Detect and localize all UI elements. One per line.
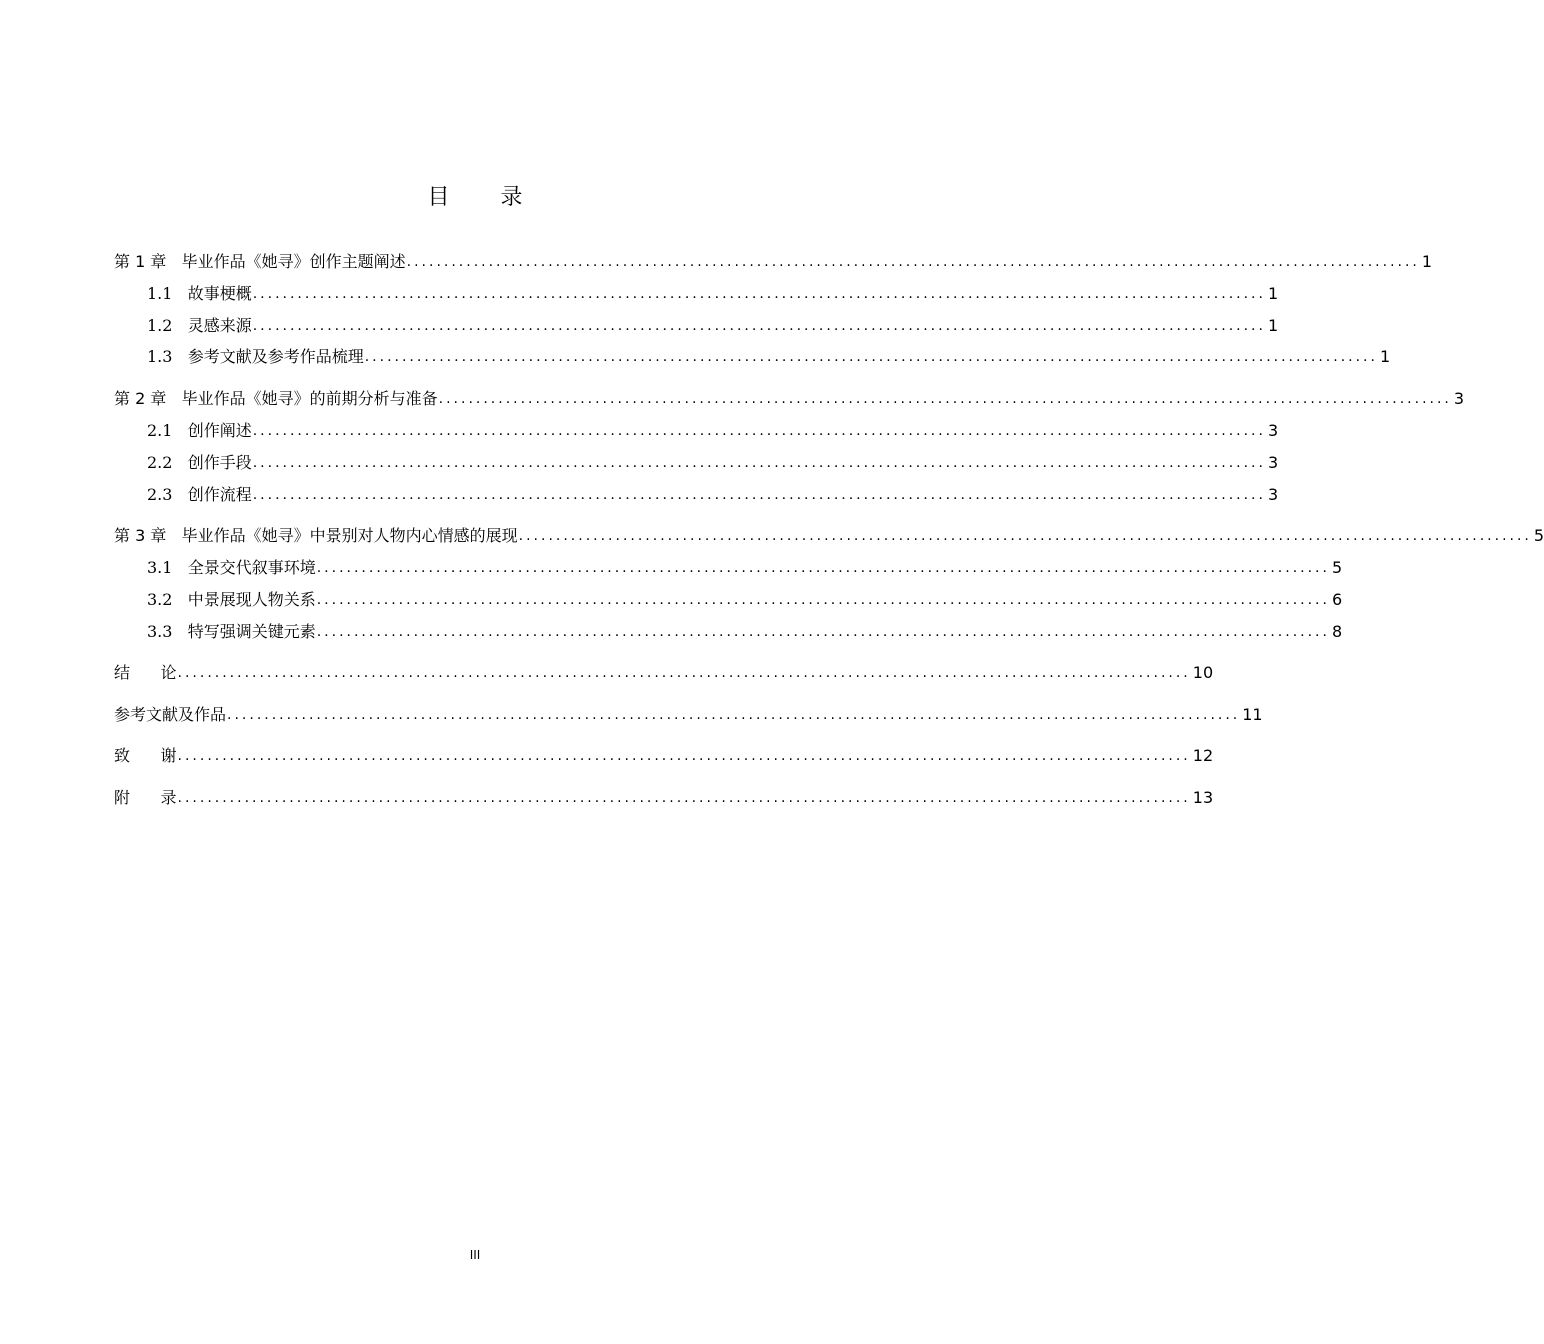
toc-label: 毕业作品《她寻》中景别对人物内心情感的展现 bbox=[181, 526, 518, 545]
toc-page-number: 3 bbox=[1267, 485, 1279, 504]
toc-page-number: 1 bbox=[1267, 316, 1279, 335]
toc-page-number: 1 bbox=[1267, 284, 1279, 303]
toc-appendix[interactable] bbox=[114, 784, 1214, 808]
toc-number: 1.3 bbox=[147, 347, 188, 366]
dot-leader: ........................................................................................................................................ bbox=[316, 560, 1330, 576]
toc-page-number: 1 bbox=[1421, 252, 1433, 271]
toc-label: 全景交代叙事环境 bbox=[187, 558, 316, 577]
toc-number: 第 3 章 bbox=[114, 526, 182, 545]
toc-number: 3.3 bbox=[147, 622, 188, 641]
dot-leader: ........................................................................................................................................ bbox=[177, 665, 1191, 681]
toc-label: 中景展现人物关系 bbox=[187, 590, 316, 609]
toc-label: 特写强调关键元素 bbox=[187, 622, 316, 641]
toc-number: 第 1 章 bbox=[114, 252, 182, 271]
toc-page-number: 13 bbox=[1192, 788, 1214, 807]
dot-leader: ........................................................................................................................................ bbox=[252, 487, 1266, 503]
toc-section-1-3[interactable] bbox=[147, 343, 1391, 367]
toc-chapter-1[interactable] bbox=[114, 248, 1433, 272]
toc-label: 灵感来源 bbox=[187, 316, 252, 335]
toc-number: 1.1 bbox=[147, 284, 188, 303]
toc-label: 附 录 bbox=[114, 788, 177, 807]
toc-number: 2.1 bbox=[147, 421, 188, 440]
toc-number: 2.3 bbox=[147, 485, 188, 504]
toc-label: 致 谢 bbox=[114, 746, 177, 765]
toc-section-1-1[interactable] bbox=[147, 280, 1279, 304]
toc-page-number: 10 bbox=[1192, 663, 1214, 682]
toc-label: 参考文献及作品 bbox=[114, 705, 227, 724]
dot-leader: ........................................................................................................................................ bbox=[252, 455, 1266, 471]
toc-label: 毕业作品《她寻》创作主题阐述 bbox=[181, 252, 406, 271]
toc-label: 毕业作品《她寻》的前期分析与准备 bbox=[181, 389, 438, 408]
dot-leader: ........................................................................................................................................ bbox=[227, 707, 1241, 723]
dot-leader: ........................................................................................................................................ bbox=[316, 624, 1330, 640]
toc-label: 参考文献及参考作品梳理 bbox=[187, 347, 364, 366]
page-title: 目 录 bbox=[427, 185, 545, 210]
toc-section-2-1[interactable] bbox=[147, 417, 1279, 441]
toc-section-3-2[interactable] bbox=[147, 586, 1343, 610]
dot-leader: ........................................................................................................................................ bbox=[316, 592, 1330, 608]
toc-conclusion[interactable] bbox=[114, 659, 1214, 683]
toc-label: 故事梗概 bbox=[187, 284, 252, 303]
footer-page-number: III bbox=[469, 1248, 481, 1262]
toc-page-number: 12 bbox=[1192, 746, 1214, 765]
toc-references[interactable] bbox=[114, 701, 1263, 725]
dot-leader: ........................................................................................................................................ bbox=[406, 254, 1420, 270]
toc-section-3-3[interactable] bbox=[147, 618, 1343, 642]
toc-number: 第 2 章 bbox=[114, 389, 182, 408]
toc-page-number: 8 bbox=[1331, 622, 1343, 641]
toc-page-number: 5 bbox=[1331, 558, 1343, 577]
toc-section-1-2[interactable] bbox=[147, 312, 1279, 336]
toc-section-2-3[interactable] bbox=[147, 481, 1279, 505]
toc-chapter-3[interactable] bbox=[114, 522, 1544, 546]
toc-label: 创作流程 bbox=[187, 485, 252, 504]
toc-page-number: 1 bbox=[1379, 347, 1391, 366]
dot-leader: ........................................................................................................................................ bbox=[177, 748, 1191, 764]
toc-page-number: 11 bbox=[1242, 705, 1263, 724]
dot-leader: ........................................................................................................................................ bbox=[252, 318, 1266, 334]
toc-number: 2.2 bbox=[147, 453, 188, 472]
dot-leader: ........................................................................................................................................ bbox=[252, 286, 1266, 302]
toc-page-number: 3 bbox=[1267, 453, 1279, 472]
dot-leader: ........................................................................................................................................ bbox=[252, 423, 1266, 439]
dot-leader: ........................................................................................................................................ bbox=[364, 349, 1378, 365]
toc-label: 创作阐述 bbox=[187, 421, 252, 440]
toc-chapter-2[interactable] bbox=[114, 385, 1465, 409]
dot-leader: ........................................................................................................................................ bbox=[177, 790, 1191, 806]
toc-section-3-1[interactable] bbox=[147, 554, 1343, 578]
toc-number: 3.2 bbox=[147, 590, 188, 609]
toc-number: 1.2 bbox=[147, 316, 188, 335]
toc-page-number: 6 bbox=[1331, 590, 1343, 609]
toc-page-number: 3 bbox=[1267, 421, 1279, 440]
toc-label: 结 论 bbox=[114, 663, 177, 682]
toc-page-number: 5 bbox=[1533, 526, 1544, 545]
toc-number: 3.1 bbox=[147, 558, 188, 577]
dot-leader: ........................................................................................................................................ bbox=[438, 391, 1452, 407]
toc-page-number: 3 bbox=[1453, 389, 1465, 408]
dot-leader: ........................................................................................................................................ bbox=[518, 528, 1532, 544]
toc-acknowledgements[interactable] bbox=[114, 742, 1214, 766]
toc-section-2-2[interactable] bbox=[147, 449, 1279, 473]
toc-label: 创作手段 bbox=[187, 453, 252, 472]
